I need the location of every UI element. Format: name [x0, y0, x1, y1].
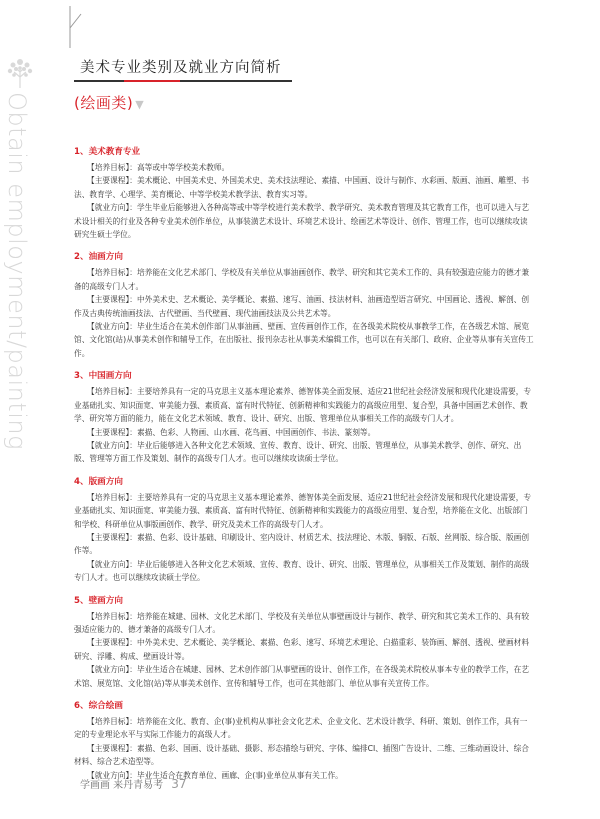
- section-paragraph: 【培养目标】：培养能在城建、园林、文化艺术部门、学校及有关单位从事壁画设计与制作、教学、研究和其它美术工作的、具有较强适应能力的、德才兼备的高级专门人才。: [74, 611, 530, 634]
- section-paragraph: 【培养目标】：培养能在文化艺术部门、学校及有关单位从事油画创作、教学、研究和其它美术工作的、具有较强造应能力的德才兼备的高级专门人才。: [74, 268, 530, 291]
- tree-icon: [5, 55, 35, 89]
- section-title: 2、油画方向: [74, 252, 123, 263]
- section-paragraph: 【主要课程】：中外美术史、艺术概论、美学概论、素描、速写、油画、技法材料、油画造型语言研究、中国画论、透视、解剖、创作及古典传统油画技法、古代壁画、当代壁画、现代油画技法及公共艺术等。: [74, 295, 530, 318]
- section-paragraph: 【培养目标】：培养能在文化、教育、企(事)业机构从事社会文化艺术、企业文化、艺术设计教学、科研、策划、创作工作，具有一定的专业理论水平与实际工作能力的高级人才。: [74, 717, 528, 740]
- section-chinese-painting: [74, 370, 534, 465]
- section-paragraph: 【就业方向】：毕业后能够进入各种文化艺术领域、宣传、教育、设计、研究、出版、管理单位，从事相关工作及策划、制作的高级专门人才。也可以继续攻读硕士学位。: [74, 559, 530, 583]
- section-oil-painting: [74, 251, 534, 360]
- content-body: [74, 146, 534, 792]
- section-paragraph: 【就业方向】：学生毕业后能够进入各种高等或中等学校进行美术教学、教学研究、美术教育管理及其它教育工作，也可以进入与艺术设计相关的行业及各种专业美术创作单位，从事装潢艺术设计、环境艺术设计、绘画艺术等设计、创作、管理工作，也可以继续攻读研究生硕士学位。: [74, 203, 530, 240]
- section-paragraph: 【培养目标】：主要培养具有一定的马克思主义基本理论素养、德智体美全面发展、适应21世纪社会经济发展和现代化建设需要，专业基础扎实、知识面宽、审美能力强、素质高、富有时代特征、创新精神和实践能力的高级应用型、复合型，培养能在文化、出版部门和学校、科研单位从事版画创作、教学、研究及美术工作的高级专门人才。: [74, 492, 532, 529]
- section-mural: [74, 595, 534, 690]
- section-printmaking: [74, 476, 534, 585]
- section-title: 3、中国画方向: [74, 371, 132, 382]
- section-title: 4、版画方向: [74, 476, 123, 487]
- section-paragraph: 【主要课程】：素描、色彩、人物画、山水画、花鸟画、中国画创作、书法、篆刻等。: [87, 427, 376, 437]
- section-paragraph: 【就业方向】：毕业生适合在城建、园林、艺术创作部门从事壁画的设计、创作工作，在各级美术院校从事本专业的教学工作，在艺术馆、展览馆、文化馆(站)等从事美术创作、宣传和辅导工作，也可在其他部门、单位从事有关宣传工作。: [74, 665, 530, 688]
- section-paragraph: 【培养目标】：主要培养具有一定的马克思主义基本理论素养、德智体美全面发展、适应21世纪社会经济发展和现代化建设需要，专业基础扎实、知识面宽、审美能力强、素质高、富有时代特征、创新精神和实践能力的高级应用型、复合型，具备中国画艺术创作、教学、研究等方面的能力，能在文化艺术领域、教育、设计、研究、出版、管理单位从事相关工作的高级专门人才。: [74, 387, 532, 424]
- page-number: 37: [171, 777, 187, 791]
- section-paragraph: 【就业方向】：毕业生适合在美术创作部门从事油画、壁画、宣传画创作工作，在各级美术院校从事教学工作，在各级艺术馆、展览馆、文化馆(站)从事美术创作和辅导工作，在出版社、报刊杂志社从事美术编辑工作，也可以在有关部门、政府、企业等从事有关宣传工作。: [74, 322, 534, 358]
- section-title: 6、综合绘画: [74, 701, 123, 711]
- category-subtitle: [74, 92, 144, 113]
- section-mixed-painting: [74, 700, 534, 782]
- section-art-education: [74, 146, 534, 241]
- section-paragraph: 【培养目标】：高等或中等学校美术教师。: [87, 163, 230, 172]
- section-title: 5、壁画方向: [74, 595, 123, 606]
- page-title: 美术专业类别及就业方向简析: [80, 60, 282, 76]
- title-underline: [74, 80, 292, 82]
- page-footer: [80, 776, 186, 791]
- triangle-down-icon: ▼: [135, 98, 145, 111]
- section-title: 1、美术教育专业: [74, 147, 141, 157]
- title-underline-accent: [124, 80, 180, 82]
- section-paragraph: 【就业方向】：毕业后能够进入各种文化艺术领域、宣传、教育、设计、研究、出版、管理单位，从事美术教学、创作、研究、出版、管理等方面工作及策划、制作的高级专门人才。也可以继续攻读硕士学位。: [74, 440, 522, 464]
- section-paragraph: 【就业方向】：毕业生适合在教育单位、画廊、企(事)业单位从事有关工作。: [87, 770, 343, 780]
- section-paragraph: 【主要课程】：中外美术史、艺术概论、美学概论、素描、色彩、速写、环境艺术理论、白描重彩、装饰画、解剖、透视、壁画材料研究、浮雕、构成、壁画设计等。: [74, 638, 530, 661]
- section-paragraph: 【主要课程】：素描、色彩、国画、设计基础、摄影、形态描绘与研究、字体、编排CI、插图广告设计、二维、三维动画设计、综合材料、综合艺术造型等。: [74, 743, 529, 767]
- side-vertical-text: Obtain employment/painting: [3, 92, 31, 451]
- category-subtitle-text: (绘画类): [74, 94, 134, 112]
- section-paragraph: 【主要课程】：素描、色彩、设计基础、印刷设计、室内设计、材质艺术、技法理论、木版、铜版、石版、丝网版、综合版、版画创作等。: [74, 532, 530, 556]
- section-paragraph: 【主要课程】：美术概论、中国美术史、外国美术史、美术技法理论、素描、中国画、设计与制作、水彩画、版画、油画、雕塑、书法、教育学、心理学、美育概论、中等学校美术教学法、教育实习等。: [74, 176, 530, 199]
- decorative-corner-mark: [69, 6, 83, 48]
- footer-brand: 学画画 来丹青易考: [80, 780, 164, 791]
